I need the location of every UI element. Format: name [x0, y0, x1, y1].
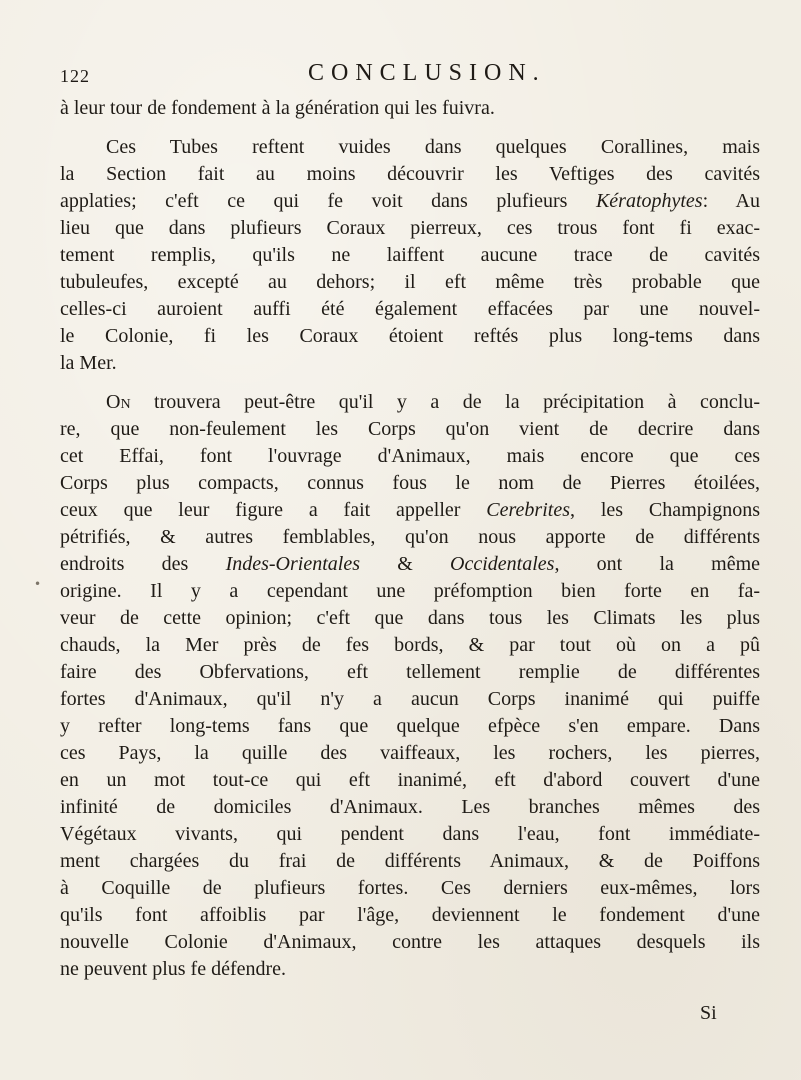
line-text: pétrifiés, & autres femblables, qu'on nous apporte de différents	[60, 526, 760, 548]
text-line	[60, 416, 760, 443]
line-text: à leur tour de fondement à la génération qui les fuivra.	[60, 97, 495, 119]
line-text: nouvelle Colonie d'Animaux, contre les attaques desquels ils	[60, 931, 760, 953]
line-text: qu'ils font affoiblis par l'âge, deviennent le fondement d'une	[60, 904, 760, 926]
line-text: en un mot tout-ce qui eft inanimé, eft d'abord couvert d'une	[60, 769, 760, 791]
text-line	[60, 95, 760, 122]
line-text: Corps plus compacts, connus fous le nom de Pierres étoilées,	[60, 472, 760, 494]
text-line	[60, 161, 760, 188]
text-line	[60, 215, 760, 242]
paragraph-gap	[60, 122, 760, 134]
paragraph-gap	[60, 377, 760, 389]
line-text: celles-ci auroient auffi été également effacées par une nouvel-	[60, 298, 760, 320]
line-text: la Section fait au moins découvrir les Veftiges des cavités	[60, 163, 760, 185]
line-text: trouvera peut-être qu'il y a de la précipitation à conclu-	[130, 391, 760, 413]
text-line	[60, 875, 760, 902]
line-text: , ont la même	[554, 553, 761, 575]
line-text: Ces Tubes reftent vuides dans quelques Corallines, mais	[106, 136, 760, 158]
text-line	[60, 497, 760, 524]
text-line	[60, 443, 760, 470]
line-text: tement remplis, qu'ils ne laiffent aucune trace de cavités	[60, 244, 760, 266]
line-text: cet Effai, font l'ouvrage d'Animaux, mais encore que ces	[60, 445, 760, 467]
line-text: faire des Obfervations, eft tellement remplie de différentes	[60, 661, 760, 683]
text-line	[60, 821, 760, 848]
line-text: : Au	[702, 190, 760, 212]
line-text: veur de cette opinion; c'eft que dans tous les Climats les plus	[60, 607, 760, 629]
line-text: le Colonie, fi les Coraux étoient reftés plus long-tems dans	[60, 325, 760, 347]
page-number: 122	[60, 66, 90, 86]
line-text: infinité de domiciles d'Animaux. Les branches mêmes des	[60, 796, 760, 818]
text-line	[60, 134, 760, 161]
line-text: la Mer.	[60, 352, 117, 374]
catchword: Si	[700, 1002, 717, 1024]
line-text: à Coquille de plufieurs fortes. Ces derniers eux-mêmes, lors	[60, 877, 760, 899]
line-text: &	[360, 553, 451, 575]
text-line	[60, 242, 760, 269]
text-line	[60, 524, 760, 551]
line-text: , les Champignons	[569, 499, 760, 521]
text-line	[60, 578, 760, 605]
text-line	[60, 740, 760, 767]
italic-term: Indes-Orientales	[225, 553, 360, 575]
text-line	[60, 389, 760, 416]
text-line	[60, 767, 760, 794]
running-head	[60, 60, 760, 90]
text-line	[60, 470, 760, 497]
line-text: lieu que dans plufieurs Coraux pierreux, ces trous font fi exac-	[60, 217, 760, 239]
line-text: tubuleufes, excepté au dehors; il eft même très probable que	[60, 271, 760, 293]
margin-mark: •	[34, 577, 42, 591]
text-line	[60, 551, 760, 578]
text-line	[60, 350, 760, 377]
line-text: chauds, la Mer près de fes bords, & par tout où on a pû	[60, 634, 760, 656]
line-text: ceux que leur figure a fait appeller	[60, 499, 487, 521]
italic-term: Occidentales	[450, 553, 555, 575]
line-text: Végétaux vivants, qui pendent dans l'eau, font immédiate-	[60, 823, 760, 845]
body-text	[60, 95, 760, 983]
line-text: applaties; c'eft ce qui fe voit dans plufieurs	[60, 190, 596, 212]
text-line	[60, 902, 760, 929]
lead-word: On	[106, 391, 131, 413]
text-line	[60, 632, 760, 659]
line-text: ces Pays, la quille des vaiffeaux, les rochers, les pierres,	[60, 742, 760, 764]
running-title: CONCLUSION.	[308, 60, 546, 86]
text-line	[60, 794, 760, 821]
line-text: endroits des	[60, 553, 226, 575]
text-line	[60, 659, 760, 686]
line-text: y refter long-tems fans que quelque efpèce s'en empare. Dans	[60, 715, 760, 737]
text-line	[60, 323, 760, 350]
text-line	[60, 686, 760, 713]
text-line	[60, 713, 760, 740]
line-text: fortes d'Animaux, qu'il n'y a aucun Corps inanimé qui puiffe	[60, 688, 760, 710]
text-line	[60, 929, 760, 956]
italic-term: Cerebrites	[486, 499, 570, 521]
text-line	[60, 605, 760, 632]
line-text: re, que non-feulement les Corps qu'on vient de decrire dans	[60, 418, 760, 440]
italic-term: Kératophytes	[595, 190, 703, 212]
line-text: ne peuvent plus fe défendre.	[60, 958, 287, 980]
text-line	[60, 956, 760, 983]
line-text: origine. Il y a cependant une préfomption bien forte en fa-	[60, 580, 760, 602]
text-line	[60, 848, 760, 875]
text-line	[60, 188, 760, 215]
text-line	[60, 269, 760, 296]
text-line	[60, 296, 760, 323]
line-text: ment chargées du frai de différents Animaux, & de Poiffons	[60, 850, 760, 872]
